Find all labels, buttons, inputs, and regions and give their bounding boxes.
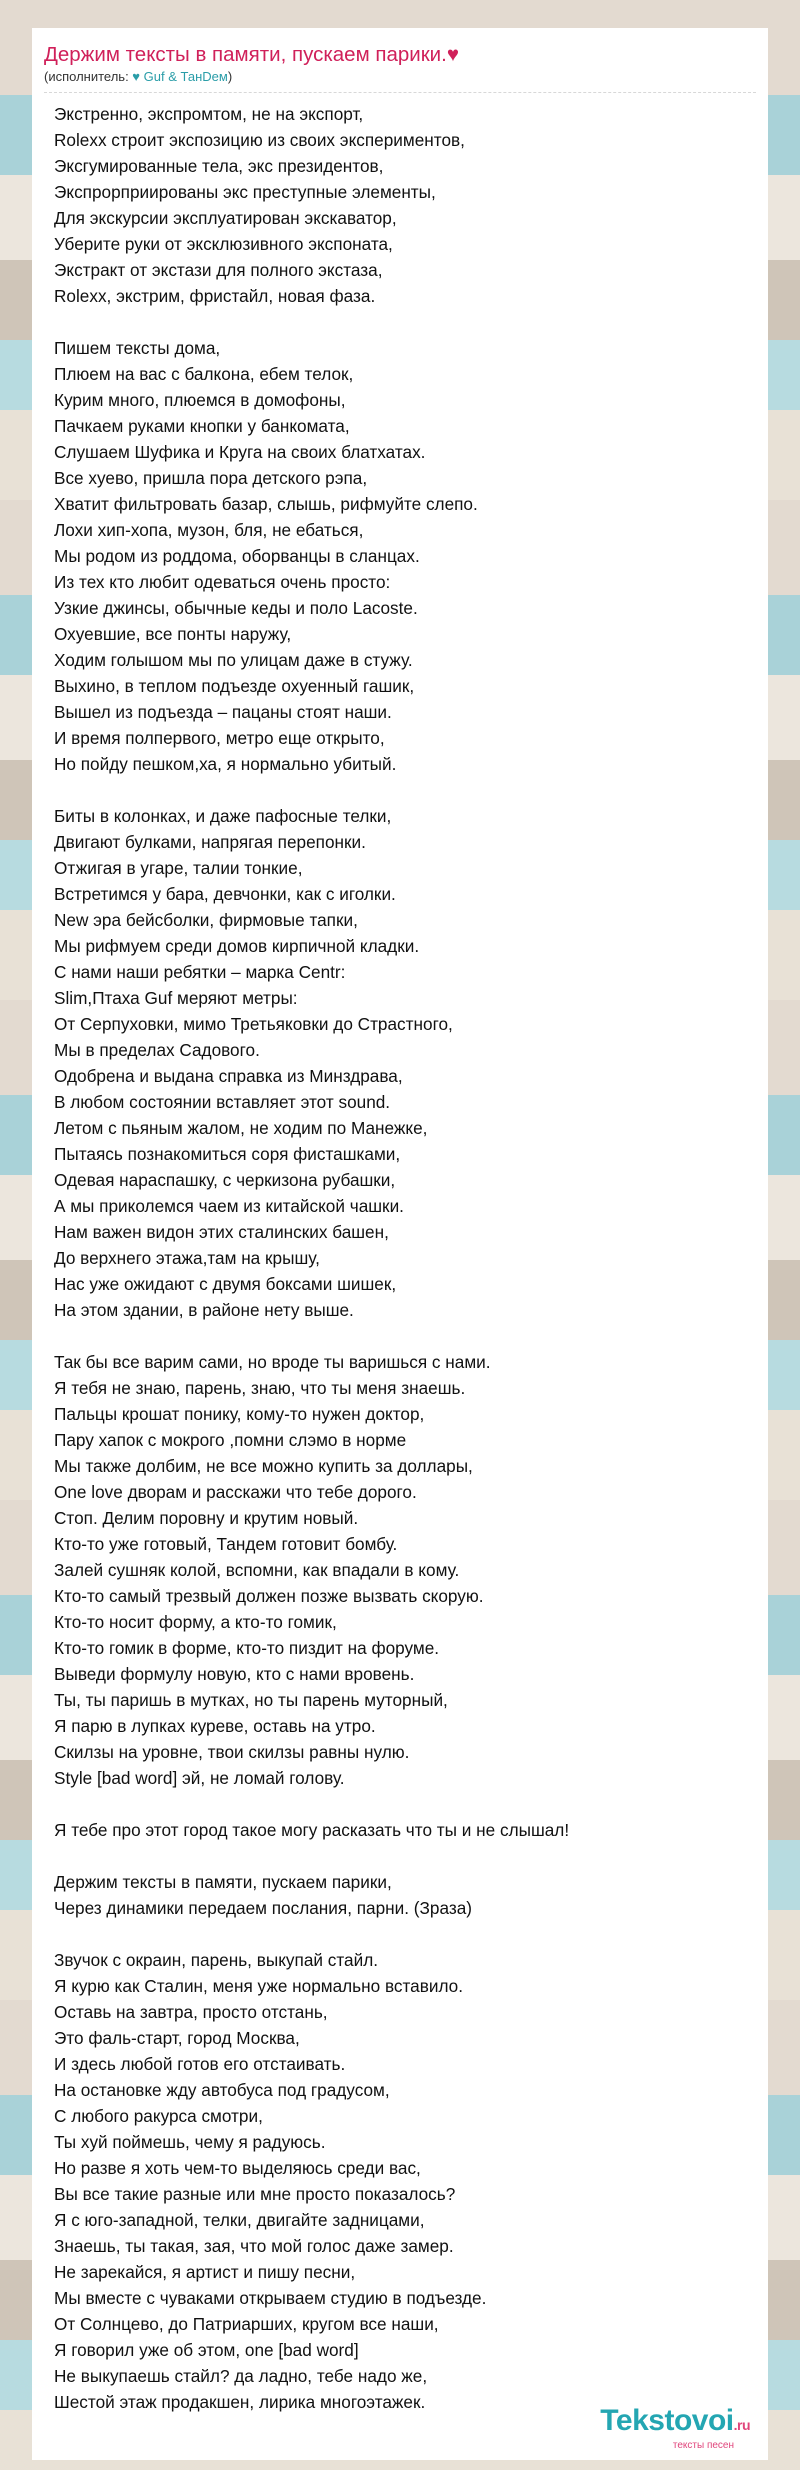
lyrics-stanza xyxy=(54,803,756,1323)
lyrics-body xyxy=(44,101,756,2415)
lyric-line: Звучок с окраин, парень, выкупай стайл. xyxy=(54,1950,378,1970)
lyrics-stanza xyxy=(54,335,756,777)
lyric-line: Экстренно, экспромтом, не на экспорт, xyxy=(54,104,364,124)
lyric-line: Экстракт от экстази для полного экстаза, xyxy=(54,260,383,280)
lyric-line: Rolexx, экстрим, фристайл, новая фаза. xyxy=(54,286,376,306)
lyric-line: Кто-то уже готовый, Тандем готовит бомбу. xyxy=(54,1534,398,1554)
lyric-line: Биты в колонках, и даже пафосные телки, xyxy=(54,806,392,826)
lyric-line: Отжигая в угаре, талии тонкие, xyxy=(54,858,303,878)
lyric-line: Вы все такие разные или мне просто показалось? xyxy=(54,2184,456,2204)
lyric-line: Пачкаем руками кнопки у банкомата, xyxy=(54,416,350,436)
lyric-line: В любом состоянии вставляет этот sound. xyxy=(54,1092,391,1112)
lyric-line: Мы рифмуем среди домов кирпичной кладки. xyxy=(54,936,420,956)
lyric-line: Оставь на завтра, просто отстань, xyxy=(54,2002,328,2022)
song-title xyxy=(44,42,756,68)
lyric-line: Я парю в лупках куреве, оставь на утро. xyxy=(54,1716,376,1736)
lyric-line: Мы родом из роддома, оборванцы в сланцах. xyxy=(54,546,420,566)
lyric-line: Мы также долбим, не все можно купить за доллары, xyxy=(54,1456,473,1476)
artist-link[interactable] xyxy=(132,69,228,84)
heart-icon: ♥ xyxy=(132,69,141,84)
lyric-line: Я с юго-западной, телки, двигайте задницами, xyxy=(54,2210,425,2230)
lyric-line: Style [bad word] эй, не ломай голову. xyxy=(54,1768,345,1788)
lyric-line: Эксгумированные тела, экс президентов, xyxy=(54,156,384,176)
lyric-line: New эра бейсболки, фирмовые тапки, xyxy=(54,910,358,930)
lyric-line: Стоп. Делим поровну и крутим новый. xyxy=(54,1508,359,1528)
logo-wordmark xyxy=(600,2406,750,2440)
lyrics-card xyxy=(32,28,768,2460)
lyric-line: Слушаем Шуфика и Круга на своих блатхатах. xyxy=(54,442,426,462)
lyric-line: Выхино, в теплом подъезде охуенный гашик, xyxy=(54,676,415,696)
lyric-line: Мы вместе с чуваками открываем студию в подъезде. xyxy=(54,2288,487,2308)
lyric-line: Так бы все варим сами, но вроде ты варишься с нами. xyxy=(54,1352,491,1372)
lyric-line: Охуевшие, все понты наружу, xyxy=(54,624,292,644)
lyrics-stanza xyxy=(54,1817,756,1843)
lyric-line: Одевая нараспашку, с черкизона рубашки, xyxy=(54,1170,396,1190)
logo-tld: .ru xyxy=(733,2417,750,2433)
lyric-line: Узкие джинсы, обычные кеды и поло Lacoste. xyxy=(54,598,418,618)
lyric-line: Не выкупаешь стайл? да ладно, тебе надо же, xyxy=(54,2366,428,2386)
lyric-line: На этом здании, в районе нету выше. xyxy=(54,1300,354,1320)
lyrics-stanza xyxy=(54,1947,756,2415)
lyric-line: Шестой этаж продакшен, лирика многоэтажек. xyxy=(54,2392,426,2412)
lyric-line: Кто-то самый трезвый должен позже вызвать скорую. xyxy=(54,1586,484,1606)
lyric-line: Это фаль-старт, город Москва, xyxy=(54,2028,300,2048)
artist-line xyxy=(44,68,756,93)
lyric-line: Не зарекайся, я артист и пишу песни, xyxy=(54,2262,356,2282)
lyric-line: Вышел из подъезда – пацаны стоят наши. xyxy=(54,702,392,722)
lyric-line: С любого ракурса смотри, xyxy=(54,2106,263,2126)
lyric-line: Выведи формулу новую, кто с нами вровень. xyxy=(54,1664,415,1684)
lyric-line: Через динамики передаем послания, парни. (Зраза) xyxy=(54,1898,473,1918)
lyrics-stanza xyxy=(54,1349,756,1791)
lyric-line: Для экскурсии эксплуатирован экскаватор, xyxy=(54,208,397,228)
song-title-text: Держим тексты в памяти, пускаем парики. xyxy=(44,43,447,66)
lyric-line: Курим много, плюемся в домофоны, xyxy=(54,390,346,410)
lyric-line: Двигают булками, напрягая перепонки. xyxy=(54,832,366,852)
lyric-line: Из тех кто любит одеваться очень просто: xyxy=(54,572,391,592)
lyric-line: Хватит фильтровать базар, слышь, рифмуйте слепо. xyxy=(54,494,478,514)
lyric-line: Все хуево, пришла пора детского рэпа, xyxy=(54,468,368,488)
lyric-line: Знаешь, ты такая, зая, что мой голос даже замер. xyxy=(54,2236,454,2256)
lyric-line: Slim,Птаха Guf меряют метры: xyxy=(54,988,298,1008)
lyric-line: Но пойду пешком,ха, я нормально убитый. xyxy=(54,754,397,774)
lyric-line: Я тебя не знаю, парень, знаю, что ты меня знаешь. xyxy=(54,1378,466,1398)
lyric-line: Rolexx строит экспозицию из своих экспериментов, xyxy=(54,130,465,150)
artist-name: Guf & ТанDем xyxy=(143,69,228,84)
lyric-line: Кто-то носит форму, а кто-то гомик, xyxy=(54,1612,337,1632)
artist-prefix: (исполнитель: xyxy=(44,69,133,84)
lyric-line: Плюем на вас с балкона, ебем телок, xyxy=(54,364,354,384)
site-logo[interactable] xyxy=(600,2406,750,2452)
lyric-line: С нами наши ребятки – марка Centr: xyxy=(54,962,346,982)
lyric-line: От Серпуховки, мимо Третьяковки до Страстного, xyxy=(54,1014,453,1034)
heart-icon: ♥ xyxy=(446,43,460,66)
lyric-line: Экспрорприированы экс преступные элементы, xyxy=(54,182,436,202)
lyric-line: От Солнцево, до Патриарших, кругом все наши, xyxy=(54,2314,439,2334)
lyric-line: Держим тексты в памяти, пускаем парики, xyxy=(54,1872,392,1892)
lyric-line: Нам важен видон этих сталинских башен, xyxy=(54,1222,389,1242)
lyric-line: Пару хапок с мокрого ,помни слэмо в норме xyxy=(54,1430,407,1450)
lyric-line: Лохи хип-хопа, музон, бля, не ебаться, xyxy=(54,520,364,540)
lyric-line: Залей сушняк колой, вспомни, как впадали в кому. xyxy=(54,1560,460,1580)
lyric-line: Ты хуй поймешь, чему я радуюсь. xyxy=(54,2132,326,2152)
lyric-line: Мы в пределах Садового. xyxy=(54,1040,260,1060)
artist-suffix: ) xyxy=(227,69,233,84)
lyric-line: До верхнего этажа,там на крышу, xyxy=(54,1248,320,1268)
lyric-line: Пальцы крошат понику, кому-то нужен доктор, xyxy=(54,1404,425,1424)
lyric-line: Нас уже ожидают с двумя боксами шишек, xyxy=(54,1274,397,1294)
lyric-line: Ты, ты паришь в мутках, но ты парень муторный, xyxy=(54,1690,448,1710)
lyric-line: Я тебе про этот город такое могу расказать что ты и не слышал! xyxy=(54,1820,570,1840)
lyric-line: На остановке жду автобуса под градусом, xyxy=(54,2080,390,2100)
lyric-line: И время полпервого, метро еще открыто, xyxy=(54,728,385,748)
lyric-line: Ходим голышом мы по улицам даже в стужу. xyxy=(54,650,413,670)
lyrics-stanza xyxy=(54,101,756,309)
lyric-line: И здесь любой готов его отстаивать. xyxy=(54,2054,346,2074)
lyric-line: Пишем тексты дома, xyxy=(54,338,221,358)
lyric-line: Уберите руки от эксклюзивного экспоната, xyxy=(54,234,393,254)
lyric-line: Скилзы на уровне, твои скилзы равны нулю. xyxy=(54,1742,410,1762)
lyric-line: Одобрена и выдана справка из Минздрава, xyxy=(54,1066,403,1086)
lyric-line: Но разве я хоть чем-то выделяюсь среди вас, xyxy=(54,2158,421,2178)
lyric-line: Встретимся у бара, девчонки, как с иголки. xyxy=(54,884,396,904)
lyric-line: Я говорил уже об этом, one [bad word] xyxy=(54,2340,359,2360)
lyrics-stanza xyxy=(54,1869,756,1921)
logo-subtitle: тексты песен xyxy=(672,2440,734,2451)
logo-main-text: Tekstovoi xyxy=(600,2404,734,2437)
lyric-line: Кто-то гомик в форме, кто-то пиздит на форуме. xyxy=(54,1638,440,1658)
lyric-line: А мы приколемся чаем из китайской чашки. xyxy=(54,1196,404,1216)
lyric-line: Я курю как Сталин, меня уже нормально вставило. xyxy=(54,1976,464,1996)
lyric-line: One love дворам и расскажи что тебе дорого. xyxy=(54,1482,417,1502)
lyric-line: Летом с пьяным жалом, не ходим по Манежке, xyxy=(54,1118,428,1138)
lyric-line: Пытаясь познакомиться соря фисташками, xyxy=(54,1144,401,1164)
